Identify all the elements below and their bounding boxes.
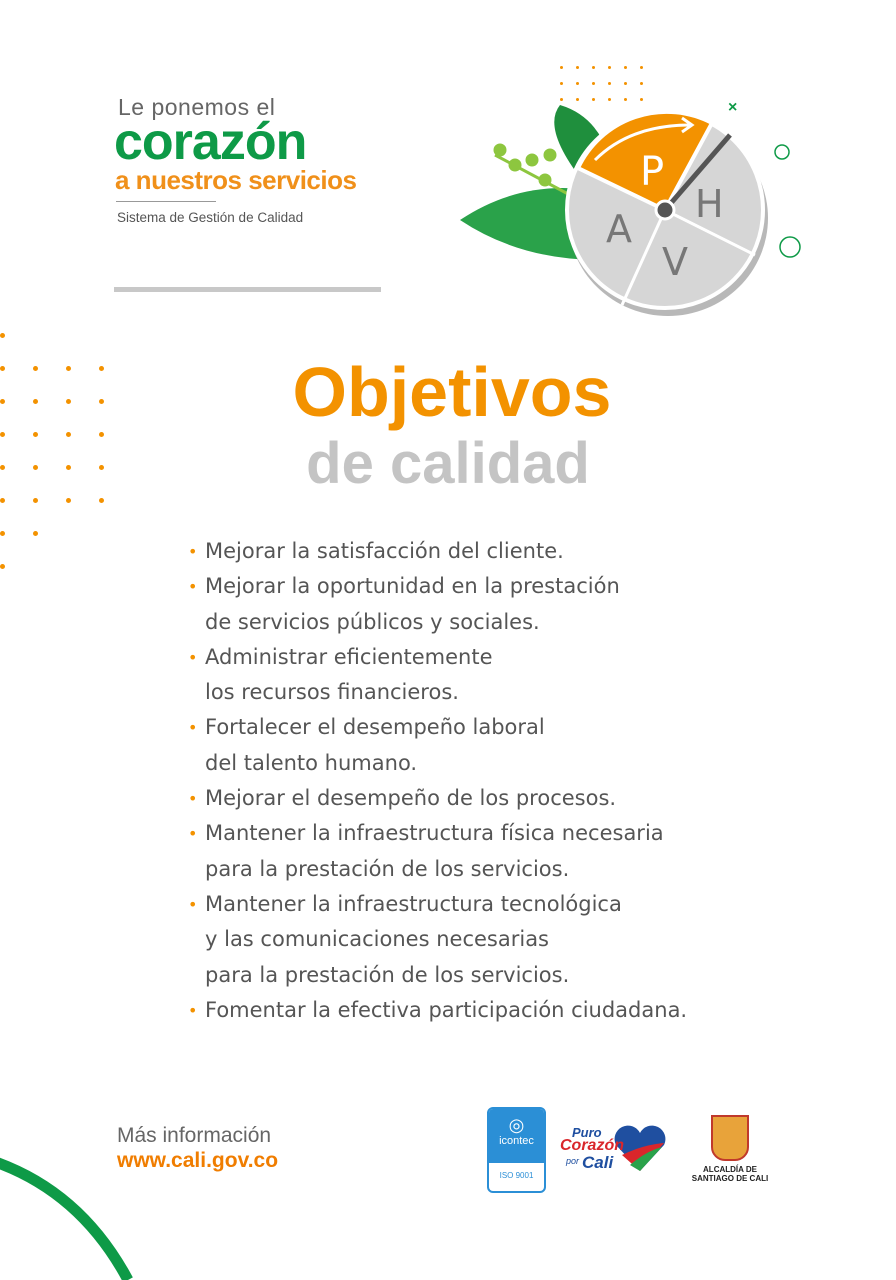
dot	[0, 333, 5, 338]
objective-text: del talento humano.	[205, 750, 418, 775]
icontec-logo: ◎ icontec ISO 9001	[487, 1107, 546, 1193]
icontec-icon: ◎	[508, 1115, 525, 1135]
dot	[99, 498, 104, 503]
more-info-label: Más información	[117, 1124, 272, 1147]
objective-text: • Mejorar la oportunidad en la prestación	[205, 574, 620, 599]
dot	[66, 498, 71, 503]
svg-text:V: V	[662, 240, 688, 284]
objective-item	[188, 816, 828, 887]
divider	[116, 201, 216, 202]
dot	[33, 531, 38, 536]
dot	[0, 564, 5, 569]
svg-text:P: P	[640, 149, 665, 195]
website-link[interactable]: www.cali.gov.co	[117, 1149, 279, 1172]
phva-cycle-graphic	[440, 60, 820, 330]
objective-item	[188, 781, 828, 816]
objective-item	[188, 887, 828, 993]
objective-text: • Mejorar el desempeño de los procesos.	[205, 786, 617, 811]
puro-corazon-logo: Puro Corazón por Cali	[560, 1125, 670, 1175]
tagline-line3: a nuestros servicios	[115, 165, 357, 195]
objective-item	[188, 993, 828, 1028]
tagline-line2: corazón	[114, 113, 307, 171]
system-subtitle: Sistema de Gestión de Calidad	[117, 210, 304, 225]
tagline-line1: Le ponemos el	[118, 94, 276, 120]
dot	[0, 531, 5, 536]
objective-text: para la prestación de los servicios.	[205, 962, 570, 987]
objective-item	[188, 710, 828, 781]
objective-text: • Fortalecer el desempeño laboral	[205, 715, 545, 740]
objective-text: y las comunicaciones necesarias	[205, 927, 549, 952]
sprig-icon	[495, 145, 570, 195]
objectives-list	[188, 534, 828, 1028]
svg-text:A: A	[606, 207, 632, 251]
svg-text:H: H	[695, 182, 724, 226]
title-objetivos: Objetivos	[292, 353, 612, 431]
objective-text: • Administrar eficientemente	[205, 644, 493, 669]
objective-item	[188, 569, 828, 640]
gray-bar	[114, 287, 381, 292]
dot	[0, 498, 5, 503]
objective-text: • Mantener la infraestructura física necesaria	[205, 821, 664, 846]
objective-item	[188, 534, 828, 569]
objective-text: de servicios públicos y sociales.	[205, 609, 540, 634]
circle-icon	[780, 237, 800, 257]
objective-item	[188, 640, 828, 711]
alcaldia-logo: ALCALDÍA DE SANTIAGO DE CALI	[680, 1115, 780, 1183]
x-mark-icon: ×	[728, 99, 738, 116]
circle-icon	[775, 145, 789, 159]
objective-text: los recursos financieros.	[205, 680, 459, 705]
title-de-calidad: de calidad	[306, 431, 590, 496]
objective-text: para la prestación de los servicios.	[205, 856, 570, 881]
objective-text: • Mantener la infraestructura tecnológica	[205, 891, 622, 916]
coat-of-arms-icon	[711, 1115, 749, 1161]
objective-text: • Mejorar la satisfacción del cliente.	[205, 539, 564, 563]
objective-text: • Fomentar la efectiva participación ciudadana.	[205, 997, 688, 1022]
dot	[33, 498, 38, 503]
green-arc-decoration	[0, 1140, 140, 1280]
